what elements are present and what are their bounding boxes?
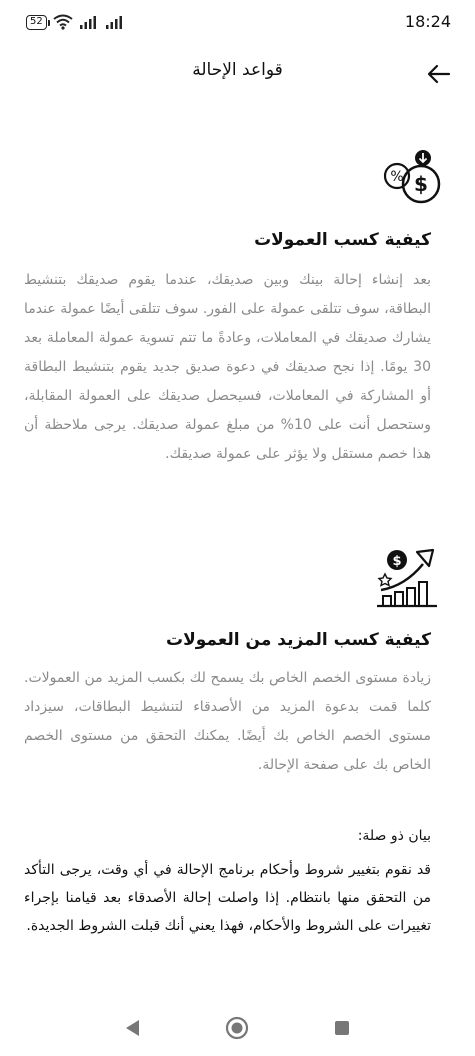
svg-text:%: % [390,169,404,185]
home-circle-icon [225,1016,249,1040]
nav-recents-button[interactable] [330,1016,354,1040]
section-title: كيفية كسب المزيد من العمولات [166,630,431,650]
signal-icon [79,15,99,29]
battery-icon [26,15,47,30]
battery-level: 52 [30,16,43,27]
growth-chart-dollar-icon [375,546,445,608]
arrow-left-icon [427,64,451,84]
svg-text:$: $ [392,554,402,569]
recents-square-icon [333,1019,351,1037]
status-bar [0,0,475,44]
nav-home-button[interactable] [225,1016,249,1040]
app-bar [0,44,475,104]
back-button[interactable] [423,58,455,90]
back-triangle-icon [123,1018,141,1038]
money-dollar-percent-icon [381,148,445,208]
page-title: قواعد الإحالة [192,60,283,80]
disclaimer-title: بيان ذو صلة: [357,828,431,844]
section-body: بعد إنشاء إحالة بينك وبين صديقك، عندما يقوم صديقك بتنشيط البطاقة، سوف تتلقى عمولة على الفور. سوف تتلقى أيضًا عمولة عندما يشارك صديقك في المعاملات، وعادةً ما تتم تسوية عمولة المعاملة بعد 30 يومًا. إذا نجح صديقك في دعوة صديق جديد يقوم بتنشيط البطاقة أو المشاركة في المعاملات، فسيحصل صديقك على العمولة المقابلة، وستحصل أنت على 10% من مبلغ عمولة صديقك. يرجى ملاحظة أن هذا خصم مستقل ولا يؤثر على عمولة صديقك. [24,272,431,462]
system-nav-bar [0,1002,475,1056]
status-icons [26,14,125,30]
signal-icon [105,15,125,29]
disclaimer-body: قد نقوم بتغيير شروط وأحكام برنامج الإحالة في أي وقت، يرجى التأكد من التحقق منها بانتظام. إذا واصلت إحالة الأصدقاء بعد قيامنا بإجراء تغييرات على الشروط والأحكام، فهذا يعني أنك قبلت الشروط الجديدة. [24,862,431,934]
wifi-icon [53,14,73,30]
section-title: كيفية كسب العمولات [254,230,431,250]
status-time: 18:24 [404,12,451,31]
svg-text:$: $ [414,172,428,196]
nav-back-button[interactable] [120,1016,144,1040]
section-body: زيادة مستوى الخصم الخاص بك يسمح لك بكسب المزيد من العمولات. كلما قمت بدعوة المزيد من الأصدقاء لتنشيط البطاقات، سيزداد مستوى الخصم الخاص بك أيضًا. يمكنك التحقق من مستوى الخصم الخاص بك على صفحة الإحالة. [24,670,431,773]
